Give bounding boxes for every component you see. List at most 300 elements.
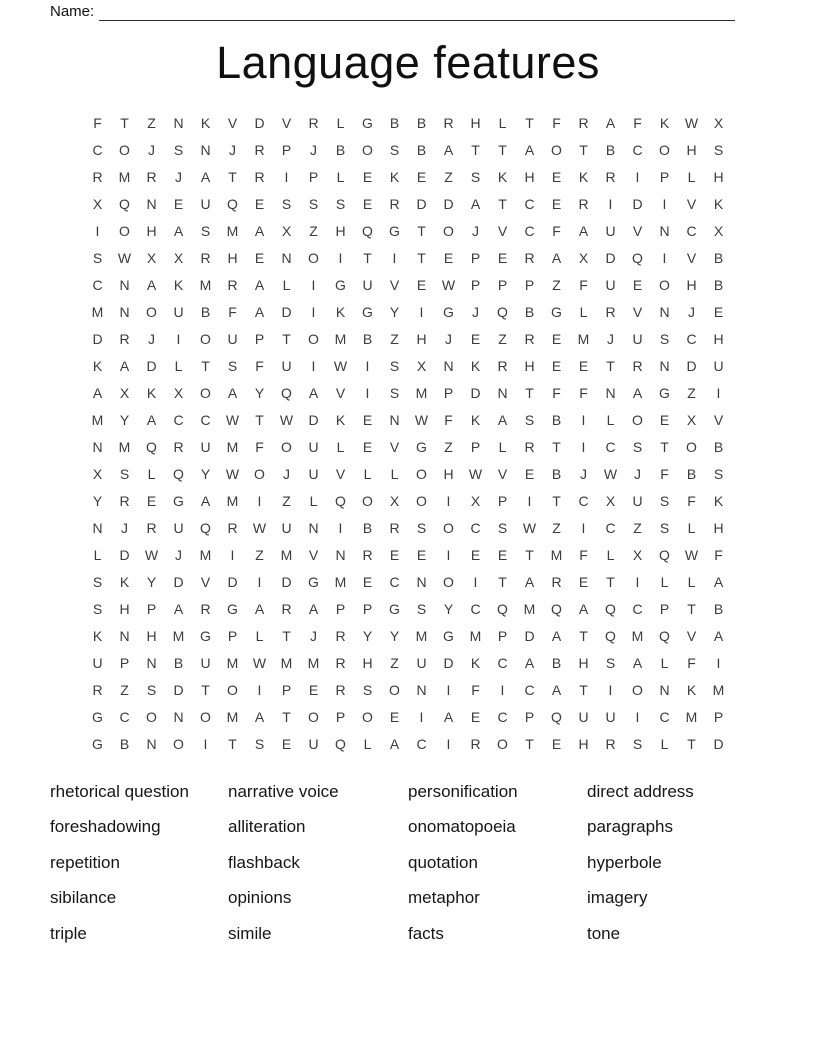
grid-letter: O <box>308 709 319 726</box>
grid-letter: I <box>311 304 316 321</box>
grid-letter: G <box>362 115 373 132</box>
grid-letter: U <box>173 304 184 321</box>
grid-letter: C <box>92 277 103 294</box>
grid-letter: S <box>416 601 427 618</box>
grid-letter: D <box>686 358 697 375</box>
grid-letter: A <box>470 196 481 213</box>
grid-letter: S <box>389 385 400 402</box>
grid-letter: N <box>605 385 616 402</box>
grid-letter: F <box>444 412 453 429</box>
grid-letter: N <box>173 709 184 726</box>
grid-letter: U <box>200 439 211 456</box>
grid-letter: L <box>498 115 507 132</box>
grid-letter: I <box>608 682 613 699</box>
grid-letter: D <box>713 736 724 753</box>
grid-letter: Q <box>551 709 562 726</box>
grid-letter: S <box>200 223 211 240</box>
grid-letter: R <box>443 115 454 132</box>
grid-letter: N <box>146 655 157 672</box>
grid-letter: E <box>281 736 292 753</box>
grid-letter: L <box>660 655 669 672</box>
grid-letter: H <box>416 331 427 348</box>
grid-letter: U <box>92 655 103 672</box>
grid-letter: H <box>686 142 697 159</box>
word-item: narrative voice <box>228 781 339 801</box>
word-item: opinions <box>228 888 292 908</box>
grid-letter: O <box>632 412 643 429</box>
word-item: foreshadowing <box>50 817 161 837</box>
grid-letter: D <box>308 412 319 429</box>
grid-letter: W <box>441 277 456 294</box>
grid-letter: X <box>713 223 724 240</box>
grid-letter: T <box>120 115 129 132</box>
grid-letter: D <box>281 574 292 591</box>
grid-letter: F <box>471 682 480 699</box>
grid-letter: T <box>498 574 507 591</box>
grid-letter: E <box>173 196 184 213</box>
word-item: simile <box>228 923 272 943</box>
grid-letter: O <box>416 493 427 510</box>
grid-letter: C <box>389 574 400 591</box>
grid-letter: O <box>119 223 130 240</box>
grid-letter: I <box>257 493 262 510</box>
grid-letter: M <box>226 223 239 240</box>
grid-letter: B <box>524 304 535 321</box>
grid-letter: Q <box>497 601 508 618</box>
grid-letter: W <box>117 250 132 267</box>
grid-letter: K <box>200 115 211 132</box>
grid-letter: M <box>280 547 293 564</box>
grid-letter: O <box>659 142 670 159</box>
grid-letter: M <box>712 682 725 699</box>
grid-letter: R <box>497 358 508 375</box>
grid-letter: T <box>579 142 588 159</box>
grid-letter: O <box>686 439 697 456</box>
grid-letter: Y <box>146 574 157 591</box>
grid-letter: P <box>497 493 508 510</box>
grid-letter: R <box>470 736 481 753</box>
grid-letter: E <box>551 169 562 186</box>
grid-letter: F <box>552 385 561 402</box>
grid-letter: H <box>335 223 346 240</box>
grid-letter: N <box>146 196 157 213</box>
grid-letter: I <box>581 520 586 537</box>
grid-letter: I <box>203 736 208 753</box>
grid-letter: P <box>281 682 292 699</box>
grid-letter: M <box>415 628 428 645</box>
grid-letter: N <box>119 277 130 294</box>
grid-letter: D <box>119 547 130 564</box>
grid-letter: G <box>551 304 562 321</box>
grid-letter: M <box>523 601 536 618</box>
grid-letter: P <box>443 385 454 402</box>
grid-letter: O <box>632 682 643 699</box>
grid-letter: E <box>551 736 562 753</box>
grid-letter: E <box>416 277 427 294</box>
grid-letter: R <box>227 277 238 294</box>
grid-letter: V <box>308 547 319 564</box>
grid-letter: G <box>659 385 670 402</box>
grid-letter: D <box>254 115 265 132</box>
grid-letter: A <box>713 628 724 645</box>
grid-letter: M <box>226 655 239 672</box>
grid-letter: Y <box>362 628 373 645</box>
word-item: tone <box>587 923 621 943</box>
grid-letter: B <box>416 115 427 132</box>
grid-letter: P <box>146 601 157 618</box>
grid-letter: Z <box>687 385 696 402</box>
grid-letter: H <box>470 115 481 132</box>
grid-letter: O <box>443 520 454 537</box>
grid-letter: F <box>579 547 588 564</box>
grid-letter: J <box>445 331 452 348</box>
grid-letter: R <box>119 493 130 510</box>
grid-letter: J <box>175 547 182 564</box>
grid-letter: E <box>362 169 373 186</box>
word-item: sibilance <box>50 888 117 908</box>
grid-letter: Q <box>281 385 292 402</box>
grid-letter: T <box>579 682 588 699</box>
grid-letter: R <box>551 574 562 591</box>
grid-letter: R <box>119 331 130 348</box>
grid-letter: A <box>524 655 535 672</box>
grid-letter: L <box>336 115 345 132</box>
grid-letter: O <box>362 493 373 510</box>
grid-letter: S <box>416 520 427 537</box>
grid-letter: L <box>93 547 102 564</box>
grid-letter: M <box>118 169 131 186</box>
grid-letter: E <box>578 358 589 375</box>
grid-letter: M <box>334 331 347 348</box>
name-blank-line <box>99 5 735 21</box>
grid-letter: E <box>578 574 589 591</box>
grid-letter: B <box>389 115 400 132</box>
grid-letter: H <box>119 601 130 618</box>
grid-letter: M <box>199 547 212 564</box>
grid-letter: M <box>280 655 293 672</box>
grid-letter: R <box>605 304 616 321</box>
grid-letter: N <box>659 682 670 699</box>
grid-letter: T <box>660 439 669 456</box>
grid-letter: S <box>713 142 724 159</box>
grid-letter: W <box>279 412 294 429</box>
grid-letter: R <box>524 331 535 348</box>
grid-letter: V <box>335 385 346 402</box>
grid-letter: D <box>632 196 643 213</box>
grid-letter: V <box>281 115 292 132</box>
grid-letter: U <box>308 439 319 456</box>
grid-letter: K <box>713 196 724 213</box>
grid-letter: F <box>579 277 588 294</box>
grid-letter: K <box>659 115 670 132</box>
grid-letter: W <box>144 547 159 564</box>
grid-letter: S <box>92 250 103 267</box>
grid-letter: R <box>335 655 346 672</box>
grid-letter: L <box>606 412 615 429</box>
grid-letter: H <box>524 358 535 375</box>
grid-letter: Q <box>605 628 616 645</box>
grid-letter: E <box>443 250 454 267</box>
grid-letter: I <box>716 385 721 402</box>
word-item: triple <box>50 923 87 943</box>
grid-letter: A <box>389 736 400 753</box>
grid-letter: W <box>684 547 699 564</box>
grid-letter: V <box>686 628 697 645</box>
grid-letter: S <box>713 466 724 483</box>
grid-letter: X <box>146 250 157 267</box>
grid-letter: S <box>335 196 346 213</box>
grid-letter: H <box>713 169 724 186</box>
grid-letter: V <box>632 223 643 240</box>
grid-letter: T <box>498 196 507 213</box>
grid-letter: L <box>336 439 345 456</box>
grid-letter: R <box>605 736 616 753</box>
grid-letter: E <box>254 196 265 213</box>
grid-letter: L <box>660 574 669 591</box>
word-item: flashback <box>228 852 300 872</box>
grid-letter: B <box>713 250 724 267</box>
grid-letter: F <box>579 385 588 402</box>
grid-letter: Z <box>309 223 318 240</box>
word-list-column <box>50 774 228 952</box>
grid-letter: N <box>119 628 130 645</box>
grid-letter: P <box>470 439 481 456</box>
grid-letter: R <box>227 520 238 537</box>
grid-letter: L <box>336 169 345 186</box>
grid-letter: C <box>605 520 616 537</box>
grid-letter: T <box>525 736 534 753</box>
grid-letter: Y <box>92 493 103 510</box>
grid-letter: L <box>363 466 372 483</box>
grid-letter: R <box>389 520 400 537</box>
grid-letter: Y <box>443 601 454 618</box>
grid-letter: P <box>308 169 319 186</box>
grid-letter: K <box>470 412 481 429</box>
grid-letter: K <box>335 304 346 321</box>
grid-letter: C <box>578 493 589 510</box>
grid-letter: T <box>417 250 426 267</box>
grid-letter: U <box>632 493 643 510</box>
grid-letter: A <box>551 250 562 267</box>
grid-letter: P <box>497 628 508 645</box>
grid-letter: M <box>577 331 590 348</box>
grid-letter: C <box>686 331 697 348</box>
grid-letter: U <box>200 196 211 213</box>
grid-letter: O <box>551 142 562 159</box>
grid-letter: W <box>684 115 699 132</box>
grid-letter: P <box>524 277 535 294</box>
grid-letter: L <box>579 304 588 321</box>
grid-letter: S <box>659 493 670 510</box>
grid-letter: G <box>389 601 400 618</box>
grid-letter: U <box>632 331 643 348</box>
word-item: metaphor <box>408 888 480 908</box>
grid-letter: B <box>551 412 562 429</box>
grid-letter: P <box>497 277 508 294</box>
grid-letter: C <box>119 709 130 726</box>
grid-letter: N <box>200 142 211 159</box>
grid-letter: E <box>470 709 481 726</box>
grid-letter: S <box>362 682 373 699</box>
grid-letter: H <box>443 466 454 483</box>
grid-letter: O <box>659 277 670 294</box>
grid-letter: E <box>362 439 373 456</box>
grid-letter: A <box>443 709 454 726</box>
grid-letter: P <box>524 709 535 726</box>
grid-letter: Z <box>444 439 453 456</box>
grid-letter: Q <box>605 601 616 618</box>
grid-letter: E <box>632 277 643 294</box>
grid-letter: M <box>172 628 185 645</box>
grid-letter: V <box>389 277 400 294</box>
grid-letter: X <box>470 493 481 510</box>
grid-letter: W <box>522 520 537 537</box>
grid-letter: S <box>524 412 535 429</box>
grid-letter: Q <box>335 736 346 753</box>
grid-letter: P <box>335 709 346 726</box>
word-search-grid <box>84 110 732 758</box>
grid-letter: T <box>282 628 291 645</box>
grid-letter: X <box>173 250 184 267</box>
grid-letter: G <box>308 574 319 591</box>
grid-letter: A <box>551 628 562 645</box>
grid-letter: I <box>527 493 532 510</box>
grid-letter: J <box>688 304 695 321</box>
grid-letter: I <box>257 682 262 699</box>
word-item: direct address <box>587 781 694 801</box>
grid-letter: A <box>632 385 643 402</box>
grid-letter: R <box>632 358 643 375</box>
grid-letter: K <box>497 169 508 186</box>
grid-letter: R <box>92 682 103 699</box>
grid-letter: Q <box>119 196 130 213</box>
grid-letter: K <box>578 169 589 186</box>
grid-letter: A <box>713 574 724 591</box>
grid-letter: T <box>525 547 534 564</box>
grid-letter: E <box>389 547 400 564</box>
grid-letter: N <box>416 574 427 591</box>
grid-letter: U <box>416 655 427 672</box>
grid-letter: V <box>227 115 238 132</box>
grid-letter: D <box>443 655 454 672</box>
grid-letter: A <box>200 493 211 510</box>
grid-letter: Q <box>200 520 211 537</box>
grid-letter: S <box>146 682 157 699</box>
grid-letter: I <box>716 655 721 672</box>
grid-letter: R <box>254 169 265 186</box>
grid-letter: X <box>713 115 724 132</box>
grid-letter: V <box>200 574 211 591</box>
grid-letter: J <box>175 169 182 186</box>
grid-letter: I <box>446 547 451 564</box>
grid-letter: Q <box>659 628 670 645</box>
grid-letter: X <box>92 196 103 213</box>
grid-letter: O <box>200 709 211 726</box>
grid-letter: L <box>498 439 507 456</box>
grid-letter: M <box>226 709 239 726</box>
grid-letter: L <box>255 628 264 645</box>
grid-letter: W <box>225 412 240 429</box>
grid-letter: O <box>200 385 211 402</box>
grid-letter: G <box>416 439 427 456</box>
grid-letter: T <box>471 142 480 159</box>
grid-letter: W <box>252 655 267 672</box>
grid-letter: N <box>92 439 103 456</box>
grid-letter: G <box>173 493 184 510</box>
grid-letter: J <box>472 223 479 240</box>
grid-letter: I <box>635 709 640 726</box>
grid-letter: A <box>254 277 265 294</box>
grid-letter: A <box>308 601 319 618</box>
word-item: repetition <box>50 852 120 872</box>
grid-letter: C <box>470 601 481 618</box>
grid-letter: G <box>227 601 238 618</box>
grid-letter: Q <box>551 601 562 618</box>
grid-letter: O <box>362 709 373 726</box>
grid-letter: E <box>146 493 157 510</box>
grid-letter: I <box>392 250 397 267</box>
grid-letter: G <box>92 709 103 726</box>
grid-letter: L <box>174 358 183 375</box>
grid-letter: B <box>713 439 724 456</box>
grid-letter: T <box>363 250 372 267</box>
grid-letter: J <box>121 520 128 537</box>
grid-letter: O <box>308 331 319 348</box>
grid-letter: E <box>362 574 373 591</box>
grid-letter: V <box>686 196 697 213</box>
grid-letter: T <box>282 709 291 726</box>
grid-letter: R <box>146 169 157 186</box>
grid-letter: X <box>605 493 616 510</box>
grid-letter: R <box>605 169 616 186</box>
grid-letter: T <box>687 601 696 618</box>
grid-letter: X <box>92 466 103 483</box>
grid-letter: Z <box>120 682 129 699</box>
grid-letter: E <box>254 250 265 267</box>
grid-letter: A <box>254 709 265 726</box>
grid-letter: J <box>229 142 236 159</box>
grid-letter: Z <box>633 520 642 537</box>
grid-letter: M <box>91 412 104 429</box>
grid-letter: R <box>362 547 373 564</box>
grid-letter: R <box>254 142 265 159</box>
grid-letter: T <box>525 115 534 132</box>
grid-letter: S <box>389 358 400 375</box>
grid-letter: Z <box>255 547 264 564</box>
grid-letter: D <box>443 196 454 213</box>
grid-letter: V <box>389 439 400 456</box>
grid-letter: N <box>119 304 130 321</box>
grid-letter: D <box>173 682 184 699</box>
grid-letter: B <box>416 142 427 159</box>
grid-letter: O <box>146 304 157 321</box>
grid-letter: G <box>92 736 103 753</box>
grid-letter: P <box>254 331 265 348</box>
grid-letter: I <box>473 574 478 591</box>
grid-letter: R <box>146 520 157 537</box>
grid-letter: J <box>283 466 290 483</box>
grid-letter: I <box>365 385 370 402</box>
grid-letter: H <box>713 331 724 348</box>
grid-letter: I <box>230 547 235 564</box>
word-item: imagery <box>587 888 648 908</box>
grid-letter: T <box>228 169 237 186</box>
grid-letter: R <box>335 628 346 645</box>
grid-letter: I <box>284 169 289 186</box>
grid-letter: B <box>605 142 616 159</box>
grid-letter: B <box>551 466 562 483</box>
grid-letter: O <box>389 682 400 699</box>
